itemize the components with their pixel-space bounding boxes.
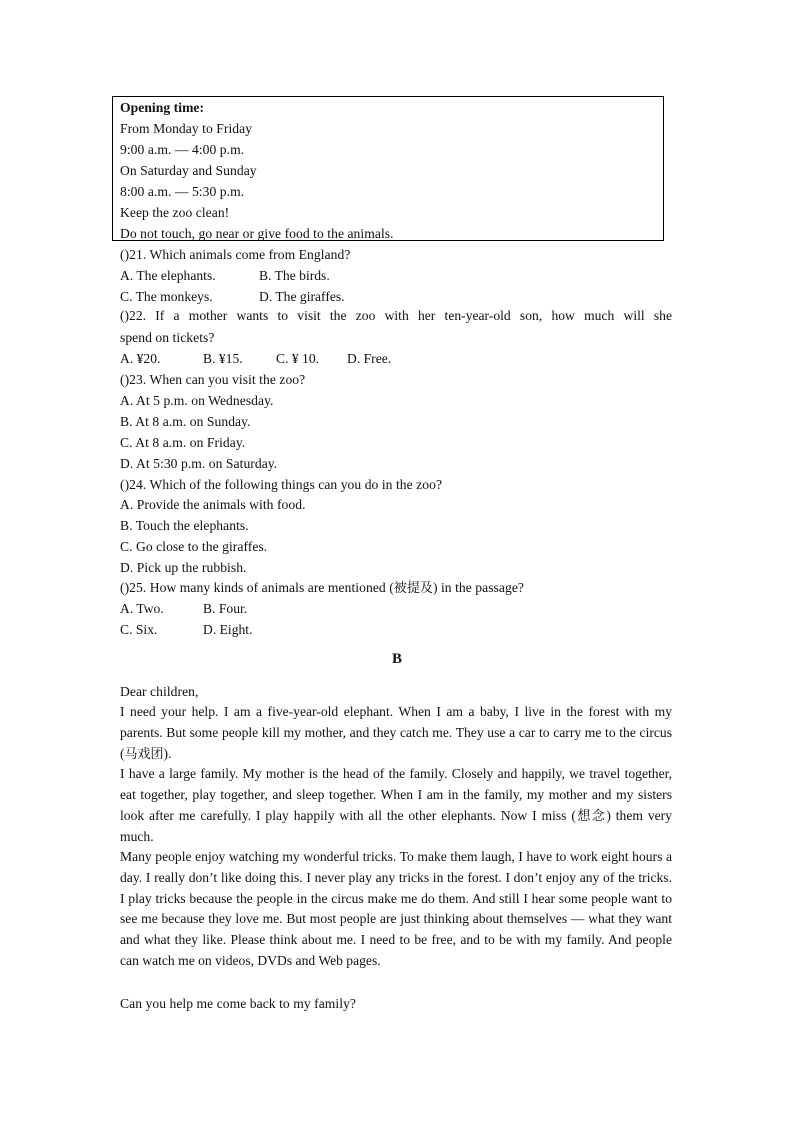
letter-paragraph: Many people enjoy watching my wonderful tricks. To make them laugh, I have to work eight hours a day. I really don’t like doing this. I never play any tricks in the forest. I don’t enjoy any of the tricks. I play tricks because the people in the circus make me do them. And still I hear some people want to see me because they love me. But most people are just thinking about themselves — what they want and what they like. Please think about me. I need to be free, and to be with my family. And people can watch me on videos, DVDs and Web pages. [120,849,672,968]
notice-title: Opening time: [120,100,205,115]
letter-paragraph: I have a large family. My mother is the head of the family. Closely and happily, we travel together, eat together, play together, and sleep together. When I am in the family, my mother and my sisters look after me carefully. I play happily with all the other elephants. Now I miss (想念) them very much. [120,766,672,845]
notice-line: Keep the zoo clean! [120,205,230,220]
question-stem: ()22. If a mother wants to visit the zoo with her ten-year-old son, how much will she [120,308,672,323]
notice-line: Do not touch, go near or give food to the animals. [120,226,394,241]
answer-option: A. Two. [120,601,164,616]
answer-option: B. ¥15. [203,351,243,366]
answer-option: A. At 5 p.m. on Wednesday. [120,393,274,408]
answer-option: C. At 8 a.m. on Friday. [120,435,246,450]
answer-option: C. Go close to the giraffes. [120,539,268,554]
answer-option: B. Touch the elephants. [120,518,249,533]
answer-option: B. At 8 a.m. on Sunday. [120,414,251,429]
answer-option: D. The giraffes. [259,289,345,304]
answer-option: C. ¥ 10. [276,351,320,366]
question-stem: ()25. How many kinds of animals are mentioned (被提及) in the passage? [120,580,524,596]
answer-option: C. Six. [120,622,158,637]
answer-option: D. Pick up the rubbish. [120,560,247,575]
answer-option: D. Free. [347,351,392,366]
answer-option: C. The monkeys. [120,289,213,304]
question-stem: ()23. When can you visit the zoo? [120,372,306,387]
notice-line: From Monday to Friday [120,121,253,136]
answer-option: B. Four. [203,601,248,616]
notice-line: On Saturday and Sunday [120,163,257,178]
answer-option: A. Provide the animals with food. [120,497,306,512]
answer-option: B. The birds. [259,268,330,283]
question-stem: ()21. Which animals come from England? [120,247,351,262]
answer-option: A. The elephants. [120,268,216,283]
letter-paragraph: I need your help. I am a five-year-old elephant. When I am a baby, I live in the forest with my parents. But some people kill my mother, and they catch me. They use a car to carry me to the circus (马戏团). [120,704,672,762]
question-stem: ()24. Which of the following things can you do in the zoo? [120,477,443,492]
letter-salutation: Dear children, [120,684,199,699]
notice-line: 8:00 a.m. — 5:30 p.m. [120,184,245,199]
answer-option: A. ¥20. [120,351,161,366]
answer-option: D. At 5:30 p.m. on Saturday. [120,456,278,471]
notice-line: 9:00 a.m. — 4:00 p.m. [120,142,245,157]
answer-option: D. Eight. [203,622,253,637]
section-heading: B [391,651,402,667]
letter-closing: Can you help me come back to my family? [120,996,356,1011]
question-stem-continued: spend on tickets? [120,330,215,345]
